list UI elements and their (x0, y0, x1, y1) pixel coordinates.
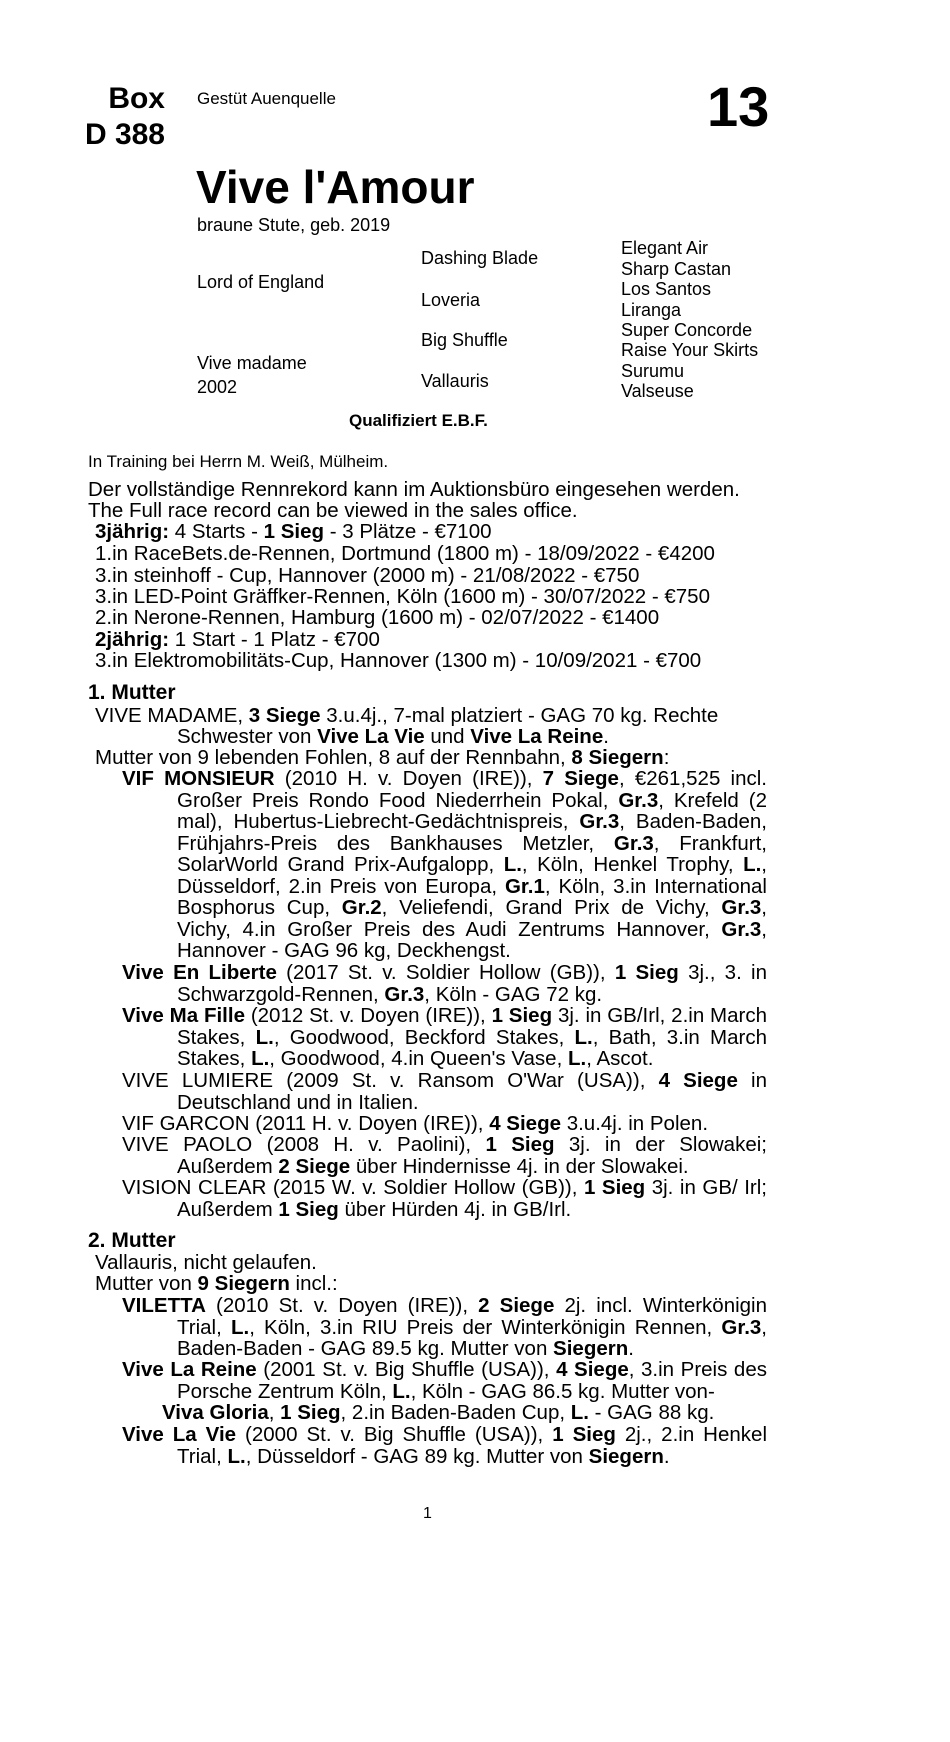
foal-entry: VIF GARCON (2011 H. v. Doyen (IRE)), 4 Siege 3.u.4j. in Polen. (122, 1112, 709, 1135)
record-3yo-summary: 3jährig: 4 Starts - 1 Sieg - 3 Plätze - €7100 (95, 520, 492, 543)
pedigree-gen3-2: Sharp Castan (621, 259, 732, 279)
horse-name: Vive l'Amour (196, 161, 475, 213)
grandfoal-entry: Viva Gloria, 1 Sieg, 2.in Baden-Baden Cup, L. - GAG 88 kg. (162, 1401, 715, 1424)
qualification: Qualifiziert E.B.F. (349, 411, 488, 430)
pedigree-gen3-6: Raise Your Skirts (621, 340, 759, 360)
race-row: 3.in steinhoff - Cup, Hannover (2000 m) - 21/08/2022 - €750 (95, 564, 640, 587)
second-dam-produce: Mutter von 9 Siegern incl.: (95, 1272, 338, 1295)
page-number: 1 (423, 1505, 432, 1522)
first-dam-produce: Mutter von 9 lebenden Fohlen, 8 auf der Rennbahn, 8 Siegern: (95, 746, 670, 769)
second-dam-line: Vallauris, nicht gelaufen. (95, 1251, 317, 1274)
foal-entry: Vive Ma Fille (2012 St. v. Doyen (IRE)), 1 Sieg 3j. in GB/Irl, 2.in March Stakes, L., Goodwood, Beckford Stakes, L., Bath, 3.in March Stakes, L., Goodwood, 4.in Queen's Vase, L., Ascot. (122, 1004, 768, 1070)
race-row: 1.in RaceBets.de-Rennen, Dortmund (1800 m) - 18/09/2022 - €4200 (95, 542, 715, 565)
first-dam-line: VIVE MADAME, 3 Siege 3.u.4j., 7-mal platziert - GAG 70 kg. Rechte (95, 704, 719, 727)
pedigree-gen3-1: Elegant Air (621, 238, 709, 258)
pedigree-dam: Vive madame (197, 353, 307, 373)
foal-entry: VILETTA (2010 St. v. Doyen (IRE)), 2 Siege 2j. incl. Winterkönigin Trial, L., Köln, 3.in RIU Preis der Winterkönigin Rennen, Gr.3, Baden-Baden - GAG 89.5 kg. Mutter von Siegern. (122, 1294, 768, 1360)
pedigree-sire-dam: Loveria (421, 290, 481, 310)
foal-entry: VISION CLEAR (2015 W. v. Soldier Hollow (GB)), 1 Sieg 3j. in GB/ Irl; Außerdem 1 Sieg über Hürden 4j. in GB/Irl. (122, 1176, 768, 1221)
first-dam-line: Schwester von Vive La Vie und Vive La Reine. (177, 725, 609, 748)
box-label: Box (108, 82, 165, 115)
pedigree-gen3-4: Liranga (621, 300, 682, 320)
foal-entry: VIF MONSIEUR (2010 H. v. Doyen (IRE)), 7 Siege, €261,525 incl. Großer Preis Rondo Food Niederrhein Pokal, Gr.3, Krefeld (2 mal), Hubertus-Liebrecht-Gedächtnispreis, Gr.3, Baden-Baden, Frühjahrs-Preis des Bankhauses Metzler, Gr.3, Frankfurt, SolarWorld Grand Prix-Aufgalopp, L., Köln, Henkel Trophy, L., Düsseldorf, 2.in Preis von Europa, Gr.1, Köln, 3.in International Bosphorus Cup, Gr.2, Veliefendi, Grand Prix de Vichy, Gr.3, Vichy, 4.in Großer Preis des Audi Zentrums Hannover, Gr.3, Hannover - GAG 96 kg, Deckhengst. (122, 767, 768, 962)
pedigree-gen3-5: Super Concorde (621, 320, 753, 340)
pedigree-dam-dam: Vallauris (421, 371, 489, 391)
pedigree-gen3-3: Los Santos (621, 279, 712, 299)
horse-description: braune Stute, geb. 2019 (197, 215, 391, 235)
pedigree-sire-sire: Dashing Blade (421, 248, 539, 268)
foal-entry: Vive La Reine (2001 St. v. Big Shuffle (USA)), 4 Siege, 3.in Preis des Porsche Zentrum Köln, L., Köln - GAG 86.5 kg. Mutter von- (122, 1358, 767, 1403)
record-note-en: The Full race record can be viewed in the sales office. (88, 499, 578, 522)
race-row: 2.in Nerone-Rennen, Hamburg (1600 m) - 02/07/2022 - €1400 (95, 606, 660, 629)
pedigree-sire: Lord of England (197, 272, 325, 292)
lot-number: 13 (707, 75, 770, 138)
pedigree-dam-sire: Big Shuffle (421, 330, 508, 350)
foal-entry: Vive La Vie (2000 St. v. Big Shuffle (USA)), 1 Sieg 2j., 2.in Henkel Trial, L., Düsseldorf - GAG 89 kg. Mutter von Siegern. (122, 1423, 767, 1468)
first-dam-title: 1. Mutter (88, 681, 176, 704)
record-note-de: Der vollständige Rennrekord kann im Auktionsbüro eingesehen werden. (88, 478, 740, 501)
record-2yo-summary: 2jährig: 1 Start - 1 Platz - €700 (95, 628, 380, 651)
box-number: D 388 (84, 118, 165, 151)
pedigree-dam-year: 2002 (197, 377, 238, 397)
foal-entry: VIVE LUMIERE (2009 St. v. Ransom O'War (USA)), 4 Siege in Deutschland und in Italien. (122, 1069, 767, 1114)
second-dam-title: 2. Mutter (88, 1229, 176, 1252)
pedigree-gen3-8: Valseuse (621, 381, 694, 401)
pedigree-gen3-7: Surumu (621, 361, 685, 381)
foal-entry: VIVE PAOLO (2008 H. v. Paolini), 1 Sieg 3j. in der Slowakei; Außerdem 2 Siege über Hindernisse 4j. in der Slowakei. (122, 1133, 767, 1178)
race-row: 3.in Elektromobilitäts-Cup, Hannover (1300 m) - 10/09/2021 - €700 (95, 649, 702, 672)
foal-entry: Vive En Liberte (2017 St. v. Soldier Hollow (GB)), 1 Sieg 3j., 3. in Schwarzgold-Rennen, Gr.3, Köln - GAG 72 kg. (122, 961, 768, 1006)
race-row: 3.in LED-Point Gräffker-Rennen, Köln (1600 m) - 30/07/2022 - €750 (95, 585, 710, 608)
seller: Gestüt Auenquelle (197, 89, 336, 108)
training-note: In Training bei Herrn M. Weiß, Mülheim. (88, 452, 389, 471)
